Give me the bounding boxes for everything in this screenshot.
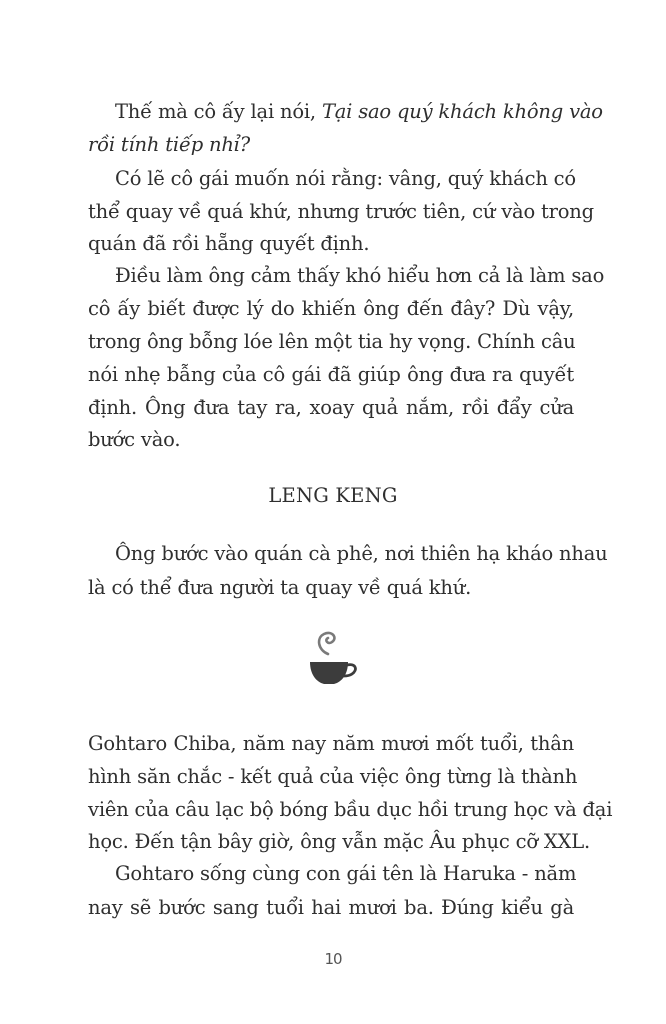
paragraph-3-line-5: định. Ông đưa tay ra, xoay quả nắm, rồi đẩy cửa [88, 396, 574, 419]
paragraph-3-line-3: trong ông bỗng lóe lên một tia hy vọng. Chính câu [88, 330, 576, 353]
paragraph-1-plain-text: Thế mà cô ấy lại nói, [115, 100, 322, 123]
paragraph-5-line-1: Gohtaro Chiba, năm nay năm mươi mốt tuổi, thân [88, 732, 574, 755]
paragraph-3-line-6: bước vào. [88, 428, 181, 451]
paragraph-2-line-1: Có lẽ cô gái muốn nói rằng: vâng, quý khách có [115, 167, 576, 190]
section-heading: LENG KENG [268, 484, 398, 507]
paragraph-5-line-2: hình săn chắc - kết quả của việc ông từng là thành [88, 765, 578, 788]
paragraph-2-line-3: quán đã rồi hẵng quyết định. [88, 232, 370, 255]
paragraph-1-line-1 [115, 100, 603, 128]
paragraph-3-line-1: Điều làm ông cảm thấy khó hiểu hơn cả là làm sao [115, 264, 605, 287]
page-number: 10 [324, 950, 342, 968]
paragraph-5-line-3: viên của câu lạc bộ bóng bầu dục hồi trung học và đại [88, 798, 613, 821]
steaming-coffee-cup-icon [306, 628, 360, 690]
paragraph-1-italic-quote: Tại sao quý khách không vào [321, 100, 603, 123]
paragraph-3-line-2: cô ấy biết được lý do khiến ông đến đây? Dù vậy, [88, 297, 574, 320]
paragraph-2-line-2: thể quay về quá khứ, nhưng trước tiên, cứ vào trong [88, 200, 594, 223]
paragraph-6-line-1: Gohtaro sống cùng con gái tên là Haruka - năm [115, 862, 577, 885]
paragraph-4-line-2: là có thể đưa người ta quay về quá khứ. [88, 576, 472, 599]
paragraph-4-line-1: Ông bước vào quán cà phê, nơi thiên hạ kháo nhau [115, 542, 608, 565]
paragraph-3-line-4: nói nhẹ bẫng của cô gái đã giúp ông đưa ra quyết [88, 363, 574, 386]
paragraph-5-line-4: học. Đến tận bây giờ, ông vẫn mặc Âu phục cỡ XXL. [88, 830, 590, 853]
paragraph-1-line-2: rồi tính tiếp nhỉ? [88, 133, 251, 156]
paragraph-6-line-2: nay sẽ bước sang tuổi hai mươi ba. Đúng kiểu gà [88, 896, 574, 919]
